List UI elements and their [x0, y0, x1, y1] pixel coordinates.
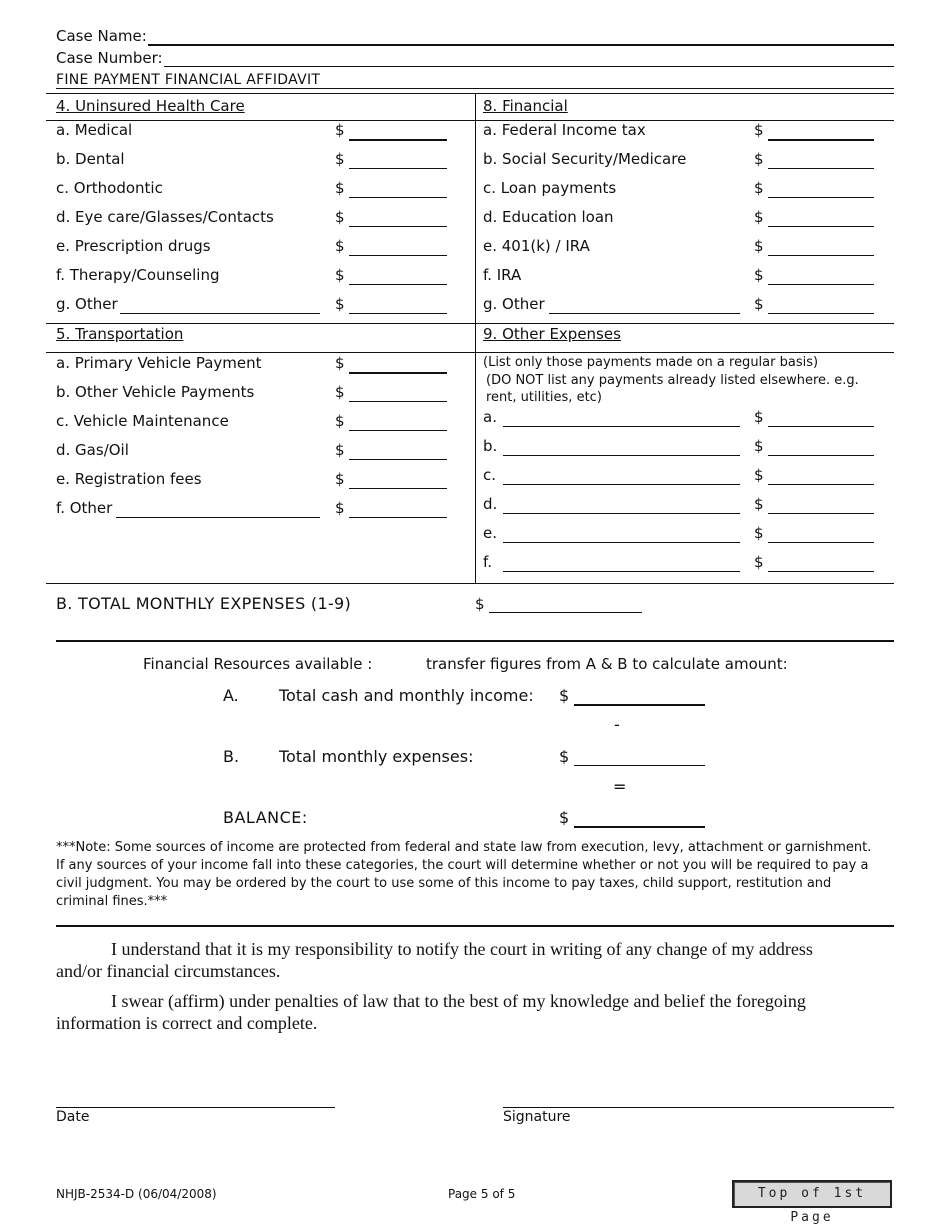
section9-currency: $	[754, 408, 764, 426]
balance-label: BALANCE:	[223, 808, 308, 827]
signature-label: Signature	[503, 1109, 571, 1125]
note-line-4: criminal fines.***	[56, 894, 168, 909]
section9-note-2: (DO NOT list any payments already listed elsewhere. e.g.	[486, 373, 859, 388]
section5-item-label: e. Registration fees	[56, 470, 202, 488]
form-id: NHJB-2534-D (06/04/2008)	[56, 1187, 217, 1201]
section4-item-label: f. Therapy/Counseling	[56, 266, 220, 284]
form-title: FINE PAYMENT FINANCIAL AFFIDAVIT	[56, 72, 321, 88]
resources-instruction: transfer figures from A & B to calculate amount:	[426, 655, 788, 673]
section9-currency: $	[754, 495, 764, 513]
section5-currency: $	[335, 412, 345, 430]
section5-title: 5. Transportation	[56, 325, 184, 343]
resource-a-letter: A.	[223, 686, 239, 705]
section8-amount-field[interactable]	[768, 197, 874, 198]
section5-currency: $	[335, 499, 345, 517]
section9-description-field[interactable]	[503, 426, 740, 427]
section8-title: 8. Financial	[483, 97, 568, 115]
section8-amount-field[interactable]	[768, 168, 874, 169]
section9-note-3: rent, utilities, etc)	[486, 390, 602, 405]
page-number: Page 5 of 5	[448, 1187, 516, 1201]
signature-field[interactable]	[503, 1107, 894, 1108]
section5-item-label: a. Primary Vehicle Payment	[56, 354, 262, 372]
section9-amount-field[interactable]	[768, 571, 874, 572]
section5-amount-field[interactable]	[349, 459, 447, 460]
section9-amount-field[interactable]	[768, 455, 874, 456]
section4-amount-field[interactable]	[349, 255, 447, 256]
protected-income-note	[56, 839, 871, 911]
resource-b-letter: B.	[223, 747, 240, 766]
section5-header-rule	[46, 352, 894, 353]
section9-description-field[interactable]	[503, 571, 740, 572]
section4-other-description-field[interactable]	[120, 313, 320, 314]
section9-description-field[interactable]	[503, 455, 740, 456]
section8-currency: $	[754, 295, 764, 313]
section9-item-label: e.	[483, 524, 497, 542]
resources-intro: Financial Resources available :	[143, 655, 373, 673]
section4-amount-field[interactable]	[349, 226, 447, 227]
section4-currency: $	[335, 179, 345, 197]
section9-amount-field[interactable]	[768, 513, 874, 514]
section8-amount-field[interactable]	[768, 284, 874, 285]
section8-item-label: b. Social Security/Medicare	[483, 150, 687, 168]
section8-amount-field[interactable]	[768, 255, 874, 256]
section4-item-label: g. Other	[56, 295, 118, 313]
section9-currency: $	[754, 466, 764, 484]
section8-item-label: e. 401(k) / IRA	[483, 237, 590, 255]
statements-top-rule	[56, 925, 894, 927]
case-number-field[interactable]	[164, 66, 894, 67]
total-expenses-calc-field[interactable]	[574, 765, 705, 766]
section9-item-label: c.	[483, 466, 497, 484]
section9-currency: $	[754, 524, 764, 542]
title-rule	[56, 88, 894, 89]
statement-2-line-2: information is correct and complete.	[56, 1013, 318, 1033]
section4-currency: $	[335, 237, 345, 255]
section5-currency: $	[335, 441, 345, 459]
section4-title: 4. Uninsured Health Care	[56, 97, 245, 115]
section4-currency: $	[335, 266, 345, 284]
table-top-rule	[46, 93, 894, 94]
section9-item-label: a.	[483, 408, 497, 426]
section9-description-field[interactable]	[503, 542, 740, 543]
section4-header-rule	[46, 120, 894, 121]
statement-1-line-2: and/or financial circumstances.	[56, 961, 281, 981]
resource-a-currency: $	[559, 686, 570, 705]
statement-2-line-1: I swear (affirm) under penalties of law that to the best of my knowledge and belief the foregoing	[111, 991, 806, 1011]
resource-a-label: Total cash and monthly income:	[279, 686, 534, 705]
equals-sign: =	[613, 777, 627, 796]
section9-currency: $	[754, 437, 764, 455]
section8-item-label: d. Education loan	[483, 208, 614, 226]
case-number-label: Case Number:	[56, 49, 163, 67]
section9-amount-field[interactable]	[768, 542, 874, 543]
section8-amount-field[interactable]	[768, 226, 874, 227]
section8-currency: $	[754, 237, 764, 255]
section9-amount-field[interactable]	[768, 484, 874, 485]
section5-amount-field[interactable]	[349, 401, 447, 402]
total-expenses-field[interactable]	[489, 612, 642, 613]
section5-top-rule	[46, 323, 894, 324]
section5-currency: $	[335, 470, 345, 488]
section5-currency: $	[335, 383, 345, 401]
table-bottom-rule	[46, 583, 894, 584]
section8-amount-field[interactable]	[768, 313, 874, 314]
section5-amount-field[interactable]	[349, 430, 447, 431]
section5-other-description-field[interactable]	[116, 517, 320, 518]
balance-currency: $	[559, 808, 570, 827]
section4-amount-field[interactable]	[349, 284, 447, 285]
section4-currency: $	[335, 208, 345, 226]
section5-currency: $	[335, 354, 345, 372]
section9-item-label: d.	[483, 495, 498, 513]
resource-b-label: Total monthly expenses:	[279, 747, 474, 766]
table-center-divider	[475, 93, 476, 583]
section8-amount-field[interactable]	[768, 139, 874, 141]
section4-item-label: b. Dental	[56, 150, 125, 168]
section8-currency: $	[754, 208, 764, 226]
statement-1-line-1: I understand that it is my responsibility to notify the court in writing of any change of my address	[111, 939, 813, 959]
section5-item-label: d. Gas/Oil	[56, 441, 129, 459]
section4-item-label: e. Prescription drugs	[56, 237, 211, 255]
section8-item-label: a. Federal Income tax	[483, 121, 646, 139]
section9-amount-field[interactable]	[768, 426, 874, 427]
section4-amount-field[interactable]	[349, 139, 447, 141]
section4-currency: $	[335, 295, 345, 313]
section8-item-label: c. Loan payments	[483, 179, 617, 197]
section8-currency: $	[754, 121, 764, 139]
section9-item-label: f.	[483, 553, 492, 571]
section9-description-field[interactable]	[503, 513, 740, 514]
section5-item-label: b. Other Vehicle Payments	[56, 383, 255, 401]
section5-amount-field[interactable]	[349, 372, 447, 374]
section5-amount-field[interactable]	[349, 488, 447, 489]
section8-item-label: f. IRA	[483, 266, 522, 284]
case-name-label: Case Name:	[56, 27, 147, 45]
date-field[interactable]	[56, 1107, 335, 1108]
note-line-3: civil judgment. You may be ordered by the court to use some of this income to pay taxes, child support, restitution and	[56, 876, 832, 891]
section4-currency: $	[335, 121, 345, 139]
date-label: Date	[56, 1109, 90, 1125]
section9-currency: $	[754, 553, 764, 571]
note-line-1: ***Note: Some sources of income are protected from federal and state law from execution, levy, attachment or garnishment.	[56, 840, 872, 855]
section5-item-label: f. Other	[56, 499, 113, 517]
balance-field[interactable]	[574, 826, 705, 828]
section8-currency: $	[754, 266, 764, 284]
section9-item-label: b.	[483, 437, 498, 455]
section8-currency: $	[754, 179, 764, 197]
section4-item-label: a. Medical	[56, 121, 133, 139]
section4-currency: $	[335, 150, 345, 168]
section5-item-label: c. Vehicle Maintenance	[56, 412, 229, 430]
section4-amount-field[interactable]	[349, 168, 447, 169]
resource-b-currency: $	[559, 747, 570, 766]
top-of-first-page-button[interactable]: Top of 1st Page	[732, 1180, 892, 1208]
section4-item-label: d. Eye care/Glasses/Contacts	[56, 208, 274, 226]
section5-amount-field[interactable]	[349, 517, 447, 518]
section8-currency: $	[754, 150, 764, 168]
section9-description-field[interactable]	[503, 484, 740, 485]
resources-top-rule	[56, 640, 894, 642]
total-expenses-label: B. TOTAL MONTHLY EXPENSES (1-9)	[56, 594, 352, 613]
total-currency: $	[475, 595, 485, 613]
section9-title: 9. Other Expenses	[483, 325, 621, 343]
case-name-field[interactable]	[148, 44, 894, 46]
note-line-2: If any sources of your income fall into these categories, the court will determine whether or not you will be required to pay a	[56, 858, 869, 873]
section9-note-1: (List only those payments made on a regular basis)	[483, 355, 819, 370]
minus-sign: -	[614, 715, 620, 734]
section8-item-label: g. Other	[483, 295, 545, 313]
section8-other-description-field[interactable]	[549, 313, 740, 314]
section4-amount-field[interactable]	[349, 313, 447, 314]
affirmation-statement	[56, 990, 806, 1034]
section4-item-label: c. Orthodontic	[56, 179, 163, 197]
responsibility-statement	[56, 938, 813, 982]
section4-amount-field[interactable]	[349, 197, 447, 198]
total-income-field[interactable]	[574, 704, 705, 706]
